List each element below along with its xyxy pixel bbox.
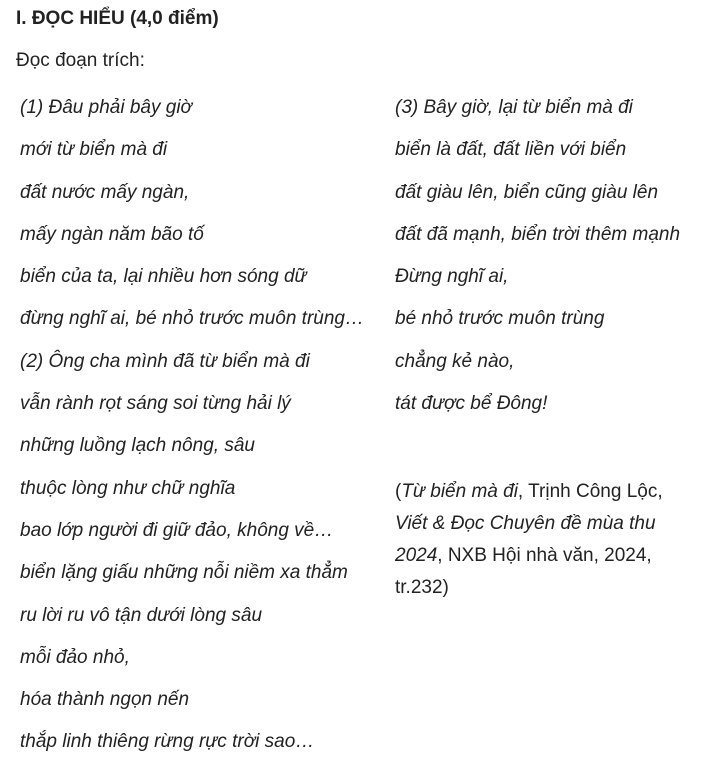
poem-line: biển của ta, lại nhiều hơn sóng dữ xyxy=(20,266,307,288)
poem-line: (2) Ông cha mình đã từ biển mà đi xyxy=(20,350,310,372)
poem-line: thuộc lòng như chữ nghĩa xyxy=(20,477,236,499)
intro-text: Đọc đoạn trích: xyxy=(16,50,145,71)
source-citation xyxy=(395,476,695,604)
poem-line: đất giàu lên, biển cũng giàu lên xyxy=(395,181,659,203)
poem-line: (1) Đâu phải bây giờ xyxy=(20,97,193,118)
poem-line: tát được bể Đông! xyxy=(395,393,548,415)
source-open-paren: ( xyxy=(395,481,402,502)
poem-line: hóa thành ngọn nến xyxy=(20,689,190,711)
poem-line: ru lời ru vô tận dưới lòng sâu xyxy=(20,604,263,626)
poem-line: đừng nghĩ ai, bé nhỏ trước muôn trùng… xyxy=(20,308,364,330)
poem-line: chẳng kẻ nào, xyxy=(395,350,515,372)
source-author: , Trịnh Công Lộc, xyxy=(517,481,663,502)
poem-line: đất đã mạnh, biển trời thêm mạnh xyxy=(395,223,681,245)
poem-line: đất nước mấy ngàn, xyxy=(20,181,190,203)
poem-left-column xyxy=(20,96,364,773)
poem-line: (3) Bây giờ, lại từ biển mà đi xyxy=(395,97,633,118)
poem-line: mỗi đảo nhỏ, xyxy=(20,646,130,668)
poem-line: vẫn rành rọt sáng soi từng hải lý xyxy=(20,393,291,415)
source-book-title: Viết & Đọc Chuyên đề mùa thu 2024 xyxy=(395,513,656,566)
poem-line: Đừng nghĩ ai, xyxy=(395,266,509,288)
poem-line: mấy ngàn năm bão tố xyxy=(20,223,204,245)
source-publisher: , NXB Hội nhà văn, 2024, tr.232) xyxy=(395,545,652,598)
poem-line: biển là đất, đất liền với biển xyxy=(395,139,627,161)
poem-line: biển lặng giấu những nỗi niềm xa thẳm xyxy=(20,562,348,584)
poem-line: thắp linh thiêng rừng rực trời sao… xyxy=(20,731,315,753)
poem-line: bé nhỏ trước muôn trùng xyxy=(395,308,605,330)
section-heading: I. ĐỌC HIỂU (4,0 điểm) xyxy=(16,8,219,29)
poem-line: mới từ biển mà đi xyxy=(20,139,168,161)
poem-line: những luồng lạch nông, sâu xyxy=(20,435,255,457)
poem-right-column xyxy=(395,96,680,434)
poem-line: bao lớp người đi giữ đảo, không về… xyxy=(20,519,334,541)
source-poem-title: Từ biển mà đi xyxy=(401,481,518,502)
